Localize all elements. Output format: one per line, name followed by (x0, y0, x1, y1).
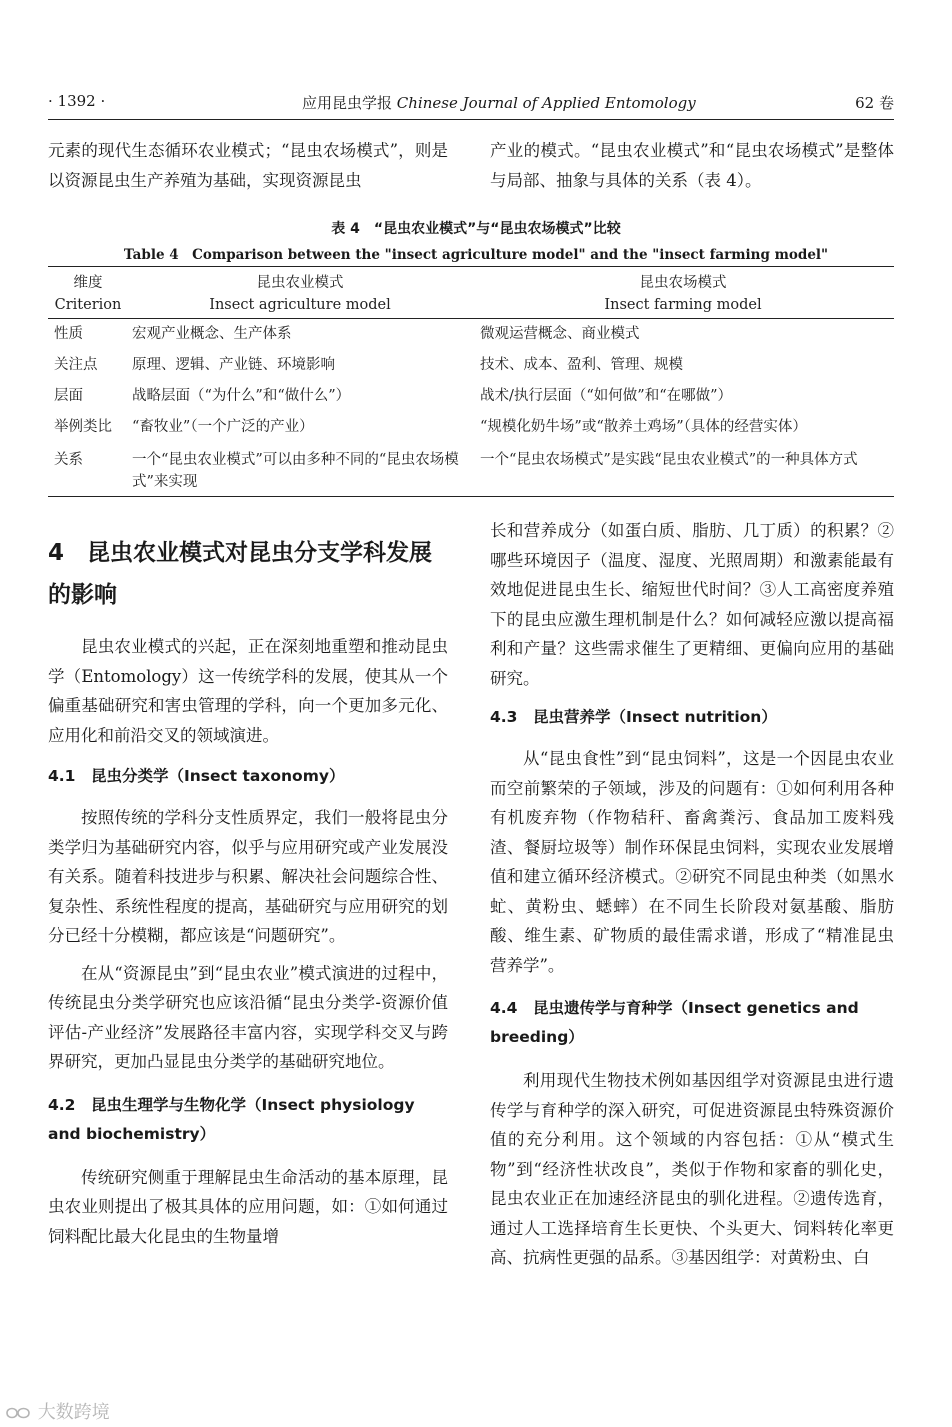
section-4-2-p1-cont: 长和营养成分（如蛋白质、脂肪、几丁质）的积累？②哪些环境因子（温度、湿度、光照周期）和激素能最有效地促进昆虫生长、缩短世代时间？③人工高密度养殖下的昆虫应激生理机制是什么？如何减轻应激以提高福利和产量？这些需求催生了更精细、更偏向应用的基础研究。 (490, 521, 894, 688)
section-4-intro: 昆虫农业模式的兴起，正在深刻地重塑和推动昆虫学（Entomology）这一传统学科的发展，使其从一个偏重基础研究和害虫管理的学科，向一个更加多元化、应用化和前沿交叉的领域演进。 (48, 637, 448, 745)
table-cell: 关系 (54, 452, 83, 468)
table-cell: 性质 (54, 326, 83, 342)
table-cell: 关注点 (54, 357, 98, 373)
section-4-4-p1: 利用现代生物技术例如基因组学对资源昆虫进行遗传学与育种学的深入研究，可促进资源昆虫特殊资源价值的充分利用。这个领域的内容包括：①从“模式生物”到“经济性状改良”，类似于作物和家畜的驯化史，昆虫农业正在加速经济昆虫的驯化进程。②遗传选育，通过人工选择培育生长更快、个头更大、饲料转化率更高、抗病性更强的品系。③基因组学：对黄粉虫、白 (490, 1071, 894, 1267)
criterion-en: Criterion (54, 297, 122, 313)
table-cell: 原理、逻辑、产业链、环境影响 (132, 357, 335, 373)
journal-title-cn: 应用昆虫学报 (302, 94, 393, 112)
table-header-criterion (48, 272, 128, 316)
table-cell: 举例类比 (54, 419, 112, 435)
table-header-agriculture (130, 272, 470, 316)
table-cell: “规模化奶牛场”或“散养土鸡场”（具体的经营实体） (480, 419, 807, 435)
page-number: · 1392 · (48, 92, 106, 110)
table-caption-en: Table 4 Comparison between the "insect agriculture model" and the "insect farming model" (123, 247, 829, 263)
journal-title-en: Chinese Journal of Applied Entomology (396, 94, 696, 112)
table-cell: 战术/执行层面（“如何做”和“在哪做”） (480, 388, 733, 404)
farming-cn: 昆虫农场模式 (639, 275, 727, 291)
table-cell: 层面 (54, 388, 83, 404)
table-cell: 一个“昆虫农业模式”可以由多种不同的“昆虫农场模式”来实现 (132, 452, 459, 490)
section-4-2-title: 4.2 昆虫生理学与生物化学（Insect physiology and biochemistry） (48, 1095, 415, 1143)
agriculture-en: Insect agriculture model (209, 297, 391, 313)
section-4-1-p2: 在从“资源昆虫”到“昆虫农业”模式演进的过程中，传统昆虫分类学研究也应该沿循“昆虫分类学-资源价值评估-产业经济”发展路径丰富内容，实现学科交叉与跨界研究，更加凸显昆虫分类学的基础研究地位。 (48, 963, 448, 1071)
table-caption-cn: 表 4 “昆虫农业模式”与“昆虫农场模式”比较 (331, 221, 621, 237)
table-cell: 微观运营概念、商业模式 (480, 326, 640, 342)
table-bottom-rule (48, 496, 894, 497)
section-4-3-title: 4.3 昆虫营养学（Insect nutrition） (490, 708, 777, 726)
section-4-2-p1: 传统研究侧重于理解昆虫生命活动的基本原理，昆虫农业则提出了极其具体的应用问题，如：①如何通过饲料配比最大化昆虫的生物量增 (48, 1167, 448, 1246)
left-column (48, 512, 448, 1251)
watermark-text: 大数跨境 (37, 1402, 110, 1423)
farming-en: Insect farming model (604, 297, 762, 313)
agriculture-cn: 昆虫农业模式 (256, 275, 344, 291)
watermark (4, 1398, 110, 1424)
section-4-4-title: 4.4 昆虫遗传学与育种学（Insect genetics and breeding） (490, 999, 859, 1046)
right-column (490, 516, 894, 1273)
criterion-cn: 维度 (73, 275, 103, 291)
top-text-left: 元素的现代生态循环农业模式；“昆虫农场模式”，则是以资源昆虫生产养殖为基础，实现资源昆虫 (48, 141, 448, 190)
header-rule (48, 119, 894, 120)
section-4-1-title: 4.1 昆虫分类学（Insect taxonomy） (48, 767, 345, 785)
section-4-1-p1: 按照传统的学科分支性质界定，我们一般将昆虫分类学归为基础研究内容，似乎与应用研究或产业发展没有关系。随着科技进步与积累、解决社会问题综合性、复杂性、系统性程度的提高，基础研究与应用研究的划分已经十分模糊，都应该是“问题研究”。 (48, 808, 448, 945)
table-header-farming (478, 272, 888, 316)
table-header-rule (48, 318, 894, 319)
watermark-logo-icon (4, 1404, 32, 1422)
table-top-rule (48, 266, 894, 267)
section-4-3-p1: 从“昆虫食性”到“昆虫饲料”，这是一个因昆虫农业而空前繁荣的子领域，涉及的问题有：①如何利用各种有机废弃物（作物秸秆、畜禽粪污、食品加工废料残渣、餐厨垃圾等）制作环保昆虫饲料，实现农业发展增值和建立循环经济模式。②研究不同昆虫种类（如黑水虻、黄粉虫、蟋蟀）在不同生长阶段对氨基酸、脂肪酸、维生素、矿物质的最佳需求谱，形成了“精准昆虫营养学”。 (490, 749, 894, 975)
section-4-title: 4 昆虫农业模式对昆虫分支学科发展的影响 (48, 540, 433, 608)
journal-title (302, 92, 696, 113)
volume: 62 卷 (855, 94, 894, 112)
table-cell: “畜牧业”（一个广泛的产业） (132, 419, 314, 435)
table-cell: 宏观产业概念、生产体系 (132, 326, 292, 342)
top-text-right: 产业的模式。“昆虫农业模式”和“昆虫农场模式”是整体与局部、抽象与具体的关系（表 4）。 (490, 141, 894, 190)
table-cell: 技术、成本、盈利、管理、规模 (480, 357, 683, 373)
table-cell: 一个“昆虫农场模式”是实践“昆虫农业模式”的一种具体方式 (480, 452, 858, 468)
table-cell: 战略层面（“为什么”和“做什么”） (132, 388, 351, 404)
